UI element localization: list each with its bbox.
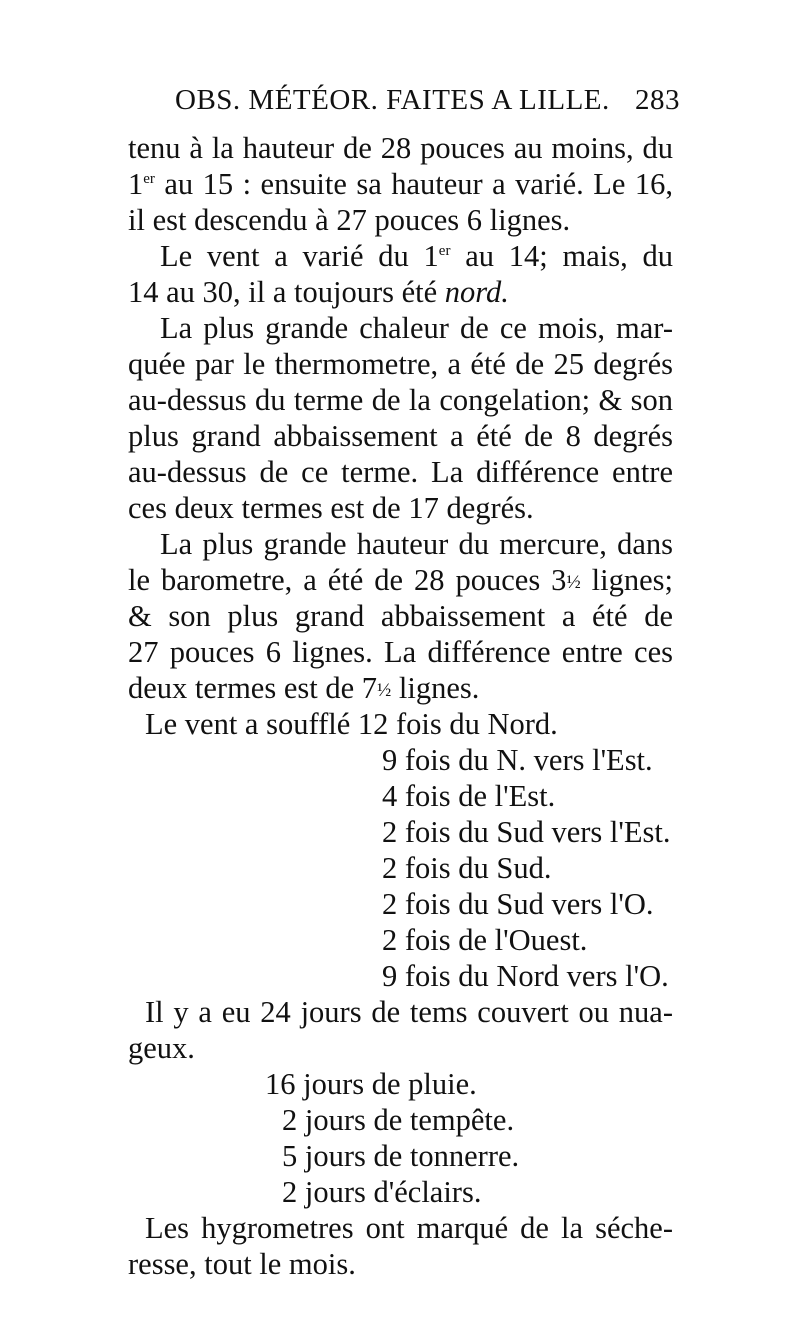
text-line: 14 au 30, il a toujours été nord.: [128, 275, 509, 309]
emphasis: nord.: [444, 275, 509, 309]
text-line: La plus grande hauteur du mercure, dans: [160, 527, 673, 561]
wind-list-item: 2 fois de l'Ouest.: [382, 923, 588, 957]
text-line: il est descendu à 27 pouces 6 lignes.: [128, 203, 571, 237]
text-line: Le vent a varié du 1er au 14; mais, du: [160, 239, 674, 273]
running-header: [120, 78, 680, 122]
text-line: La plus grande chaleur de ce mois, mar-: [160, 311, 673, 345]
running-title: OBS. MÉTÉOR. FAITES A LILLE.: [175, 84, 610, 116]
text-line: ces deux termes est de 17 degrés.: [128, 491, 534, 525]
weather-list-item: 16 jours de pluie.: [265, 1067, 477, 1101]
text-line: tenu à la hauteur de 28 pouces au moins, du: [128, 131, 673, 165]
superscript: er: [143, 170, 155, 187]
text-line: Les hygrometres ont marqué de la séche-: [145, 1211, 673, 1245]
text-line: le barometre, a été de 28 pouces 3½ lignes;: [128, 563, 673, 597]
wind-summary-line: Le vent a soufflé 12 fois du Nord.: [145, 707, 558, 741]
text-line: deux termes est de 7½ lignes.: [128, 671, 480, 705]
fraction: ½: [377, 680, 392, 701]
text-line: Il y a eu 24 jours de tems couvert ou nua-: [145, 995, 673, 1029]
wind-list-item: 2 fois du Sud vers l'O.: [382, 887, 654, 921]
wind-list-item: 2 fois du Sud vers l'Est.: [382, 815, 671, 849]
fraction: ½: [566, 572, 581, 593]
text-line: 27 pouces 6 lignes. La différence entre ces: [128, 635, 673, 669]
wind-list-item: 9 fois du N. vers l'Est.: [382, 743, 653, 777]
text-line: quée par le thermometre, a été de 25 degrés: [128, 347, 673, 381]
text-line: plus grand abbaissement a été de 8 degrés: [128, 419, 673, 453]
weather-list-item: 5 jours de tonnerre.: [282, 1139, 520, 1173]
wind-list-item: 2 fois du Sud.: [382, 851, 552, 885]
text-line: au-dessus du terme de la congelation; & son: [128, 383, 673, 417]
weather-list-item: 2 jours de tempête.: [282, 1103, 515, 1137]
text-line: geux.: [128, 1031, 195, 1065]
wind-list-item: 9 fois du Nord vers l'O.: [382, 959, 669, 993]
text-line: au-dessus de ce terme. La différence entre: [128, 455, 673, 489]
text-line: 1er au 15 : ensuite sa hauteur a varié. Le 16,: [128, 167, 673, 201]
text-line: resse, tout le mois.: [128, 1247, 356, 1281]
page-number: 283: [635, 84, 680, 116]
weather-list-item: 2 jours d'éclairs.: [282, 1175, 482, 1209]
superscript: er: [438, 242, 451, 259]
wind-list-item: 4 fois de l'Est.: [382, 779, 556, 813]
text-line: & son plus grand abbaissement a été de: [128, 599, 673, 633]
